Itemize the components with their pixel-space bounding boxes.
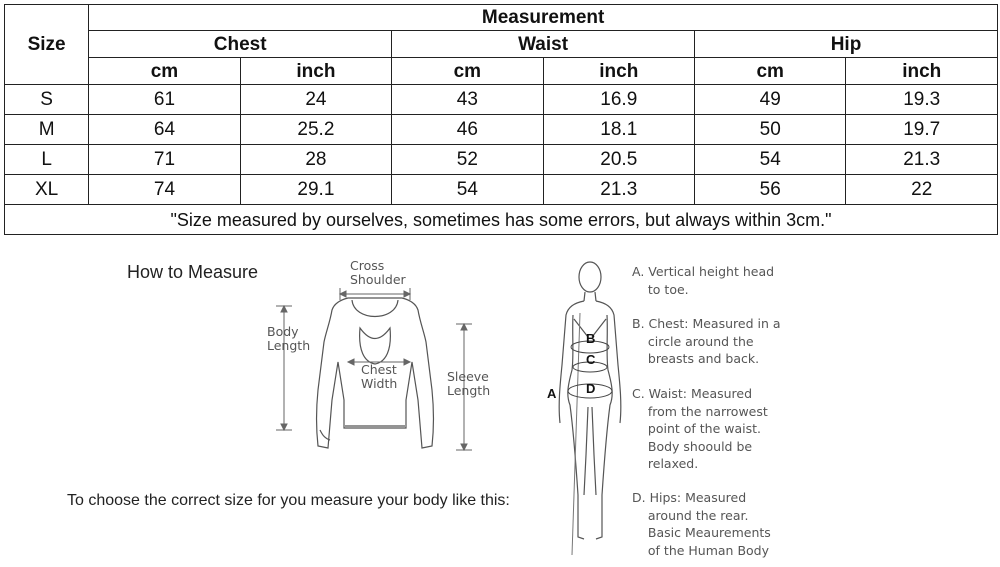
value-cell: 21.3 [543, 175, 694, 205]
value-cell: 21.3 [846, 145, 998, 175]
value-cell: 29.1 [240, 175, 391, 205]
measure-lines [568, 313, 612, 555]
how-to-measure-title: How to Measure [127, 262, 259, 282]
size-cell: S [5, 85, 89, 115]
value-cell: 28 [240, 145, 391, 175]
legend-line: relaxed. [632, 456, 699, 471]
legend-line: B. Chest: Measured in a [632, 316, 781, 331]
value-cell: 54 [392, 175, 543, 205]
legend-a [632, 263, 774, 298]
legend-line: A. Vertical height head [632, 264, 775, 279]
value-cell: 50 [695, 115, 846, 145]
size-cell: XL [5, 175, 89, 205]
legend-d [632, 489, 771, 559]
table-row [5, 85, 998, 115]
value-cell: 18.1 [543, 115, 694, 145]
unit-header: cm [695, 58, 846, 85]
measurement-header: Measurement [89, 5, 998, 31]
marker-a: A [547, 386, 557, 401]
marker-c: C [586, 352, 596, 367]
legend-line: point of the waist. [632, 421, 761, 436]
value-cell: 19.7 [846, 115, 998, 145]
legend-line: of the Human Body [632, 542, 770, 558]
unit-header: cm [392, 58, 543, 85]
unit-header: inch [543, 58, 694, 85]
size-note: "Size measured by ourselves, sometimes has some errors, but always within 3cm." [5, 205, 998, 235]
legend-line: from the narrowest [632, 403, 768, 419]
value-cell: 46 [392, 115, 543, 145]
size-cell: M [5, 115, 89, 145]
choose-size-instruction: To choose the correct size for you measure your body like this: [67, 492, 510, 509]
size-cell: L [5, 145, 89, 175]
legend-line: Basic Meaurements [632, 525, 771, 540]
legend-line: D. Hips: Measured [632, 490, 747, 505]
marker-d: D [586, 381, 596, 396]
value-cell: 52 [392, 145, 543, 175]
legend-line: breasts and back. [632, 351, 760, 366]
sleeve-length-label: Length [447, 383, 491, 398]
value-cell: 49 [695, 85, 846, 115]
value-cell: 71 [89, 145, 240, 175]
value-cell: 74 [89, 175, 240, 205]
value-cell: 56 [695, 175, 846, 205]
legend-c [632, 385, 768, 473]
legend-line: to toe. [632, 281, 689, 297]
sleeve-length-label: Sleeve [447, 369, 489, 384]
value-cell: 20.5 [543, 145, 694, 175]
chest-width-label: Width [361, 376, 398, 391]
legend-line: around the rear. [632, 507, 749, 523]
body-measure-diagram [540, 255, 630, 555]
value-cell: 64 [89, 115, 240, 145]
cross-shoulder-label: Cross [350, 258, 385, 273]
unit-header: cm [89, 58, 240, 85]
waist-header: Waist [392, 31, 695, 58]
shirt-measure-diagram [240, 250, 500, 470]
size-chart-table [4, 4, 998, 235]
marker-b: B [586, 331, 596, 346]
value-cell: 54 [695, 145, 846, 175]
size-header: Size [5, 5, 89, 85]
table-row [5, 145, 998, 175]
value-cell: 22 [846, 175, 998, 205]
cross-shoulder-label: Shoulder [350, 272, 406, 287]
value-cell: 24 [240, 85, 391, 115]
value-cell: 25.2 [240, 115, 391, 145]
legend-line: C. Waist: Measured [632, 386, 753, 401]
unit-header: inch [240, 58, 391, 85]
value-cell: 19.3 [846, 85, 998, 115]
legend-b [632, 315, 781, 368]
value-cell: 16.9 [543, 85, 694, 115]
value-cell: 43 [392, 85, 543, 115]
chest-width-label: Chest [361, 362, 397, 377]
body-length-label: Body [267, 324, 299, 339]
chest-header: Chest [89, 31, 392, 58]
table-row [5, 115, 998, 145]
value-cell: 61 [89, 85, 240, 115]
human-figure-icon [559, 262, 621, 539]
unit-header: inch [846, 58, 998, 85]
legend-line: circle around the [632, 333, 754, 349]
hip-header: Hip [695, 31, 998, 58]
body-length-label: Length [267, 338, 311, 353]
legend-line: Body shoould be [632, 438, 753, 454]
table-row [5, 175, 998, 205]
